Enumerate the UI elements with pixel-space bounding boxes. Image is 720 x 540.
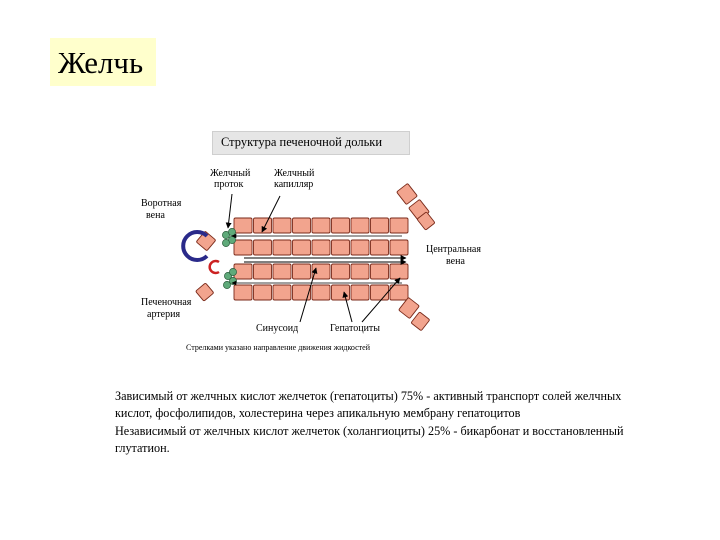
slide-title: Желчь	[58, 45, 144, 80]
hepatocyte-cell	[293, 240, 311, 255]
hepatocyte-cell	[254, 264, 272, 279]
description-paragraph: Независимый от желчных кислот желчеток (холангиоциты) 25% - бикарбонат и восстановленный глутатион.	[115, 423, 624, 455]
hepatocyte-cell	[254, 240, 272, 255]
hepatocyte-cell	[234, 218, 252, 233]
hepatocyte-cell	[397, 183, 418, 204]
description-block	[115, 388, 635, 457]
hepatocyte-cell	[293, 264, 311, 279]
hepatocyte-cell	[371, 240, 389, 255]
bile-duct-pointer	[228, 194, 232, 228]
sinusoid-label: Синусоид	[256, 323, 299, 334]
hepatocyte-cell	[371, 285, 389, 300]
diagram-caption: Структура печеночной дольки	[221, 135, 383, 149]
cholangiocyte-cell	[228, 228, 235, 235]
portal-vein-label: Воротная вена	[141, 198, 182, 221]
hepatocyte-cell	[196, 283, 214, 301]
hepatocyte-cell	[312, 218, 330, 233]
hepatocyte-cell	[371, 264, 389, 279]
hepatocyte-cell	[332, 240, 350, 255]
cholangiocyte-cell	[222, 239, 229, 246]
hepatocytes-label: Гепатоциты	[330, 323, 381, 334]
cholangiocyte-cell	[229, 268, 236, 275]
hepatocyte-cell	[351, 285, 369, 300]
bile-duct-label: Желчный проток	[210, 168, 251, 190]
central-vein-label: Центральная вена	[426, 244, 481, 267]
hepatocyte-cell	[312, 240, 330, 255]
hepatocyte-cell	[351, 218, 369, 233]
hepatocyte-cell	[273, 218, 291, 233]
hepatocyte-cell	[254, 285, 272, 300]
hepatocyte-cell	[293, 218, 311, 233]
hepatocyte-cell	[371, 218, 389, 233]
cholangiocyte-cell	[223, 281, 230, 288]
hepatocyte-cell	[351, 240, 369, 255]
hepatocyte-cell	[293, 285, 311, 300]
hepatocyte-cell	[390, 240, 408, 255]
hepatocyte-cell	[332, 285, 350, 300]
hepatocyte-cell	[411, 312, 430, 331]
hepatocyte-cell	[234, 240, 252, 255]
bile-capillary-label: Желчный капилляр	[274, 168, 315, 190]
description-paragraph: Зависимый от желчных кислот желчеток (гепатоциты) 75% - активный транспорт солей желчных кислот, фосфолипидов, холестерина через апикальную мембрану гепатоцитов	[115, 389, 622, 421]
hepatocyte-plates	[196, 183, 435, 330]
hepatocyte-cell	[273, 285, 291, 300]
hepatocyte-cell	[234, 285, 252, 300]
hepatocyte-cell	[332, 264, 350, 279]
diagram-footnote: Стрелками указано направление движения жидкостей	[186, 343, 371, 352]
hepatic-artery-icon	[210, 261, 219, 273]
hepatocyte-cell	[390, 218, 408, 233]
hepatocyte-cell	[332, 218, 350, 233]
hepatocyte-cell	[390, 264, 408, 279]
hepatic-artery-label: Печеночная артерия	[141, 297, 192, 320]
hepatocyte-cell	[312, 285, 330, 300]
hepatocyte-cell	[273, 240, 291, 255]
hepatocyte-cell	[390, 285, 408, 300]
hepatocyte-cell	[351, 264, 369, 279]
hepatocyte-cell	[273, 264, 291, 279]
